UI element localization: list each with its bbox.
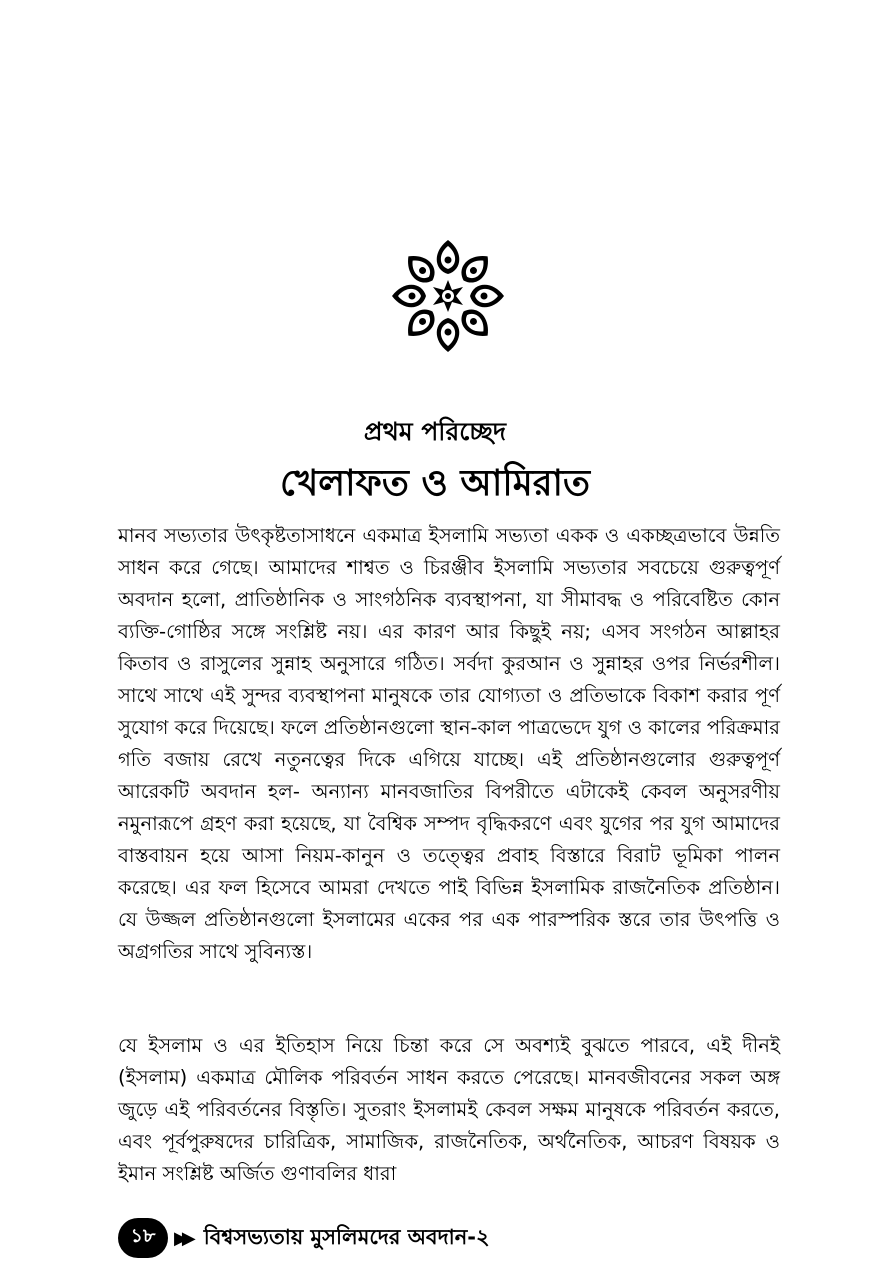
ornament-petal: [456, 248, 496, 288]
page-number: ১৮: [118, 1218, 168, 1258]
ornament-petal: [437, 240, 460, 274]
body-paragraph: [118, 520, 780, 968]
book-title: বিশ্বসভ্যতায় মুসলিমদের অবদান-২: [203, 1224, 490, 1249]
chapter-label: প্রথম পরিচ্ছেদ: [363, 417, 507, 446]
paragraph-text: মানব সভ্যতার উৎকৃষ্টতাসাধনে একমাত্র ইসলামি সভ্যতা একক ও একচ্ছত্রভাবে উন্নতি সাধন করে গেছে। আমাদের শাশ্বত ও চিরঞ্জীব ইসলামি সভ্যতার সবচেয়ে গুরুত্বপূর্ণ অবদান হলো, প্রাতিষ্ঠানিক ও সাংগঠনিক ব্যবস্থাপনা, যা সীমাবদ্ধ ও পরিবেষ্টিত কোন ব্যক্তি-গোষ্ঠির সঙ্গে সংশ্লিষ্ট নয়। এর কারণ আর কিছুই নয়; এসব সংগঠন আল্লাহর কিতাব ও রাসুলের সুন্নাহ অনুসারে গঠিত। সর্বদা কুরআন ও সুন্নাহর ওপর নির্ভরশীল। সাথে সাথে এই সুন্দর ব্যবস্থাপনা মানুষকে তার যোগ্যতা ও প্রতিভাকে বিকাশ করার পূর্ণ সুযোগ করে দিয়েছে। ফলে প্রতিষ্ঠানগুলো স্থান-কাল পাত্রভেদে যুগ ও কালের পরিক্রমার গতি বজায় রেখে নতুনত্বের দিকে এগিয়ে যাচ্ছে। এই প্রতিষ্ঠানগুলোর গুরুত্বপূর্ণ আরেকটি অবদান হল- অন্যান্য মানবজাতির বিপরীতে এটাকেই কেবল অনুসরণীয় নমুনারূপে গ্রহণ করা হয়েছে, যা বৈশ্বিক সম্পদ বৃদ্ধিকরণে এবং যুগের পর যুগ আমাদের বাস্তবায়ন হয়ে আসা নিয়ম-কানুন ও তত্ত্বের প্রবাহ বিস্তারে বিরাট ভূমিকা পালন করেছে। এর ফল হিসেবে আমরা দেখতে পাই বিভিন্ন ইসলামিক রাজনৈতিক প্রতিষ্ঠান। যে উজ্জল প্রতিষ্ঠানগুলো ইসলামের একের পর এক পারস্পরিক স্তরে তার উৎপত্তি ও অগ্রগতির সাথে সুবিন্যস্ত।: [118, 524, 780, 963]
double-chevron-right-icon: ▶▶: [174, 1227, 190, 1249]
flower-ornament-icon: [390, 238, 506, 354]
ornament-petal: [470, 285, 504, 308]
ornament-petal: [437, 318, 460, 352]
ornament-petal: [400, 248, 440, 288]
paragraph-text: যে ইসলাম ও এর ইতিহাস নিয়ে চিন্তা করে সে অবশ্যই বুঝতে পারবে, এই দীনই (ইসলাম) একমাত্র মৌলিক পরিবর্তন সাধন করতে পেরেছে। মানবজীবনের সকল অঙ্গ জুড়ে এই পরিবর্তনের বিস্তৃতি। সুতরাং ইসলামই কেবল সক্ষম মানুষকে পরিবর্তন করতে, এবং পূর্বপুরুষদের চারিত্রিক, সামাজিক, রাজনৈতিক, অর্থনৈতিক, আচরণ বিষয়ক ও ইমান সংশ্লিষ্ট অর্জিত গুণাবলির ধারা: [118, 1034, 780, 1185]
ornament-petal: [392, 285, 426, 308]
ornament-petal: [400, 304, 440, 344]
ornament-center-star: [433, 280, 463, 312]
page-footer: [118, 1218, 490, 1258]
body-paragraph: [118, 1030, 780, 1190]
ornament-petal: [456, 304, 496, 344]
chapter-title: খেলাফত ও আমিরাত: [280, 463, 590, 504]
